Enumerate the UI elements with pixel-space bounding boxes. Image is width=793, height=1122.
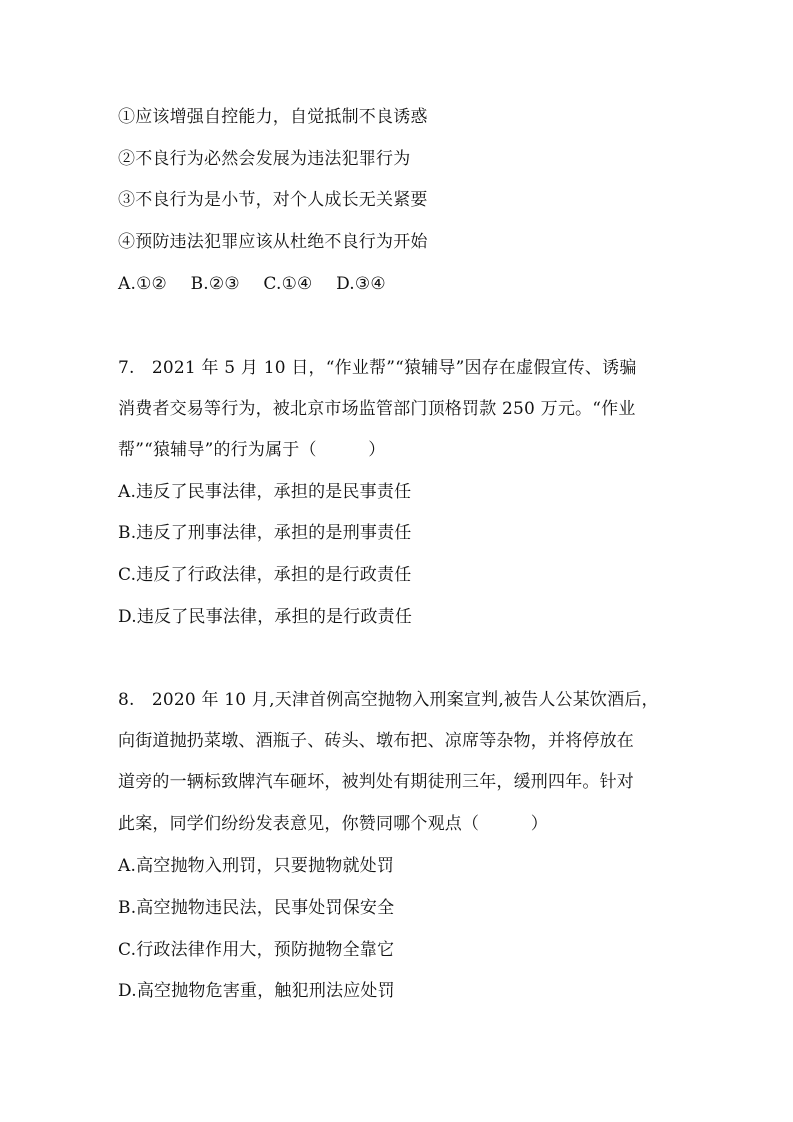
- question-8-option-d: D.高空抛物危害重，触犯刑法应处罚: [118, 981, 395, 1001]
- statement-2: ②不良行为必然会发展为违法犯罪行为: [118, 149, 411, 169]
- question-7-line-2: 消费者交易等行为，被北京市场监管部门顶格罚款 250 万元。“作业: [118, 399, 636, 419]
- statement-3: ③不良行为是小节，对个人成长无关紧要: [118, 190, 428, 210]
- question-8-line-1: 8. 2020 年 10 月,天津首例高空抛物入刑案宣判,被告人公某饮酒后，: [118, 690, 659, 710]
- question-7-option-c: C.违反了行政法律，承担的是行政责任: [118, 565, 412, 585]
- previous-question-options: [118, 273, 404, 295]
- question-7-option-b: B.违反了刑事法律，承担的是刑事责任: [118, 523, 412, 543]
- question-8-option-a: A.高空抛物入刑罚，只要抛物就处罚: [118, 856, 395, 876]
- question-8-line-2: 向街道抛扔菜墩、酒瓶子、砖头、墩布把、凉席等杂物，并将停放在: [118, 731, 634, 751]
- question-8-line-3: 道旁的一辆标致牌汽车砸坏，被判处有期徒刑三年，缓刑四年。针对: [118, 772, 634, 792]
- question-7-option-d: D.违反了民事法律，承担的是行政责任: [118, 607, 413, 627]
- question-7-option-a: A.违反了民事法律，承担的是民事责任: [118, 482, 412, 502]
- statement-4: ④预防违法犯罪应该从杜绝不良行为开始: [118, 232, 428, 252]
- question-8-line-4: 此案，同学们纷纷发表意见，你赞同哪个观点（ ）: [118, 814, 548, 834]
- option-d: D.③④: [336, 274, 386, 294]
- option-c: C.①④: [263, 274, 313, 294]
- question-8-option-b: B.高空抛物违民法，民事处罚保安全: [118, 898, 395, 918]
- question-8-option-c: C.行政法律作用大，预防抛物全靠它: [118, 940, 395, 960]
- option-b: B.②③: [190, 274, 240, 294]
- option-a: A.①②: [118, 274, 167, 294]
- question-7-line-1: 7. 2021 年 5 月 10 日，“作业帮”“猿辅导”因存在虚假宣传、诱骗: [118, 358, 637, 378]
- statement-1: ①应该增强自控能力，自觉抵制不良诱惑: [118, 107, 428, 127]
- question-7-line-3: 帮”“猿辅导”的行为属于（ ）: [118, 440, 386, 460]
